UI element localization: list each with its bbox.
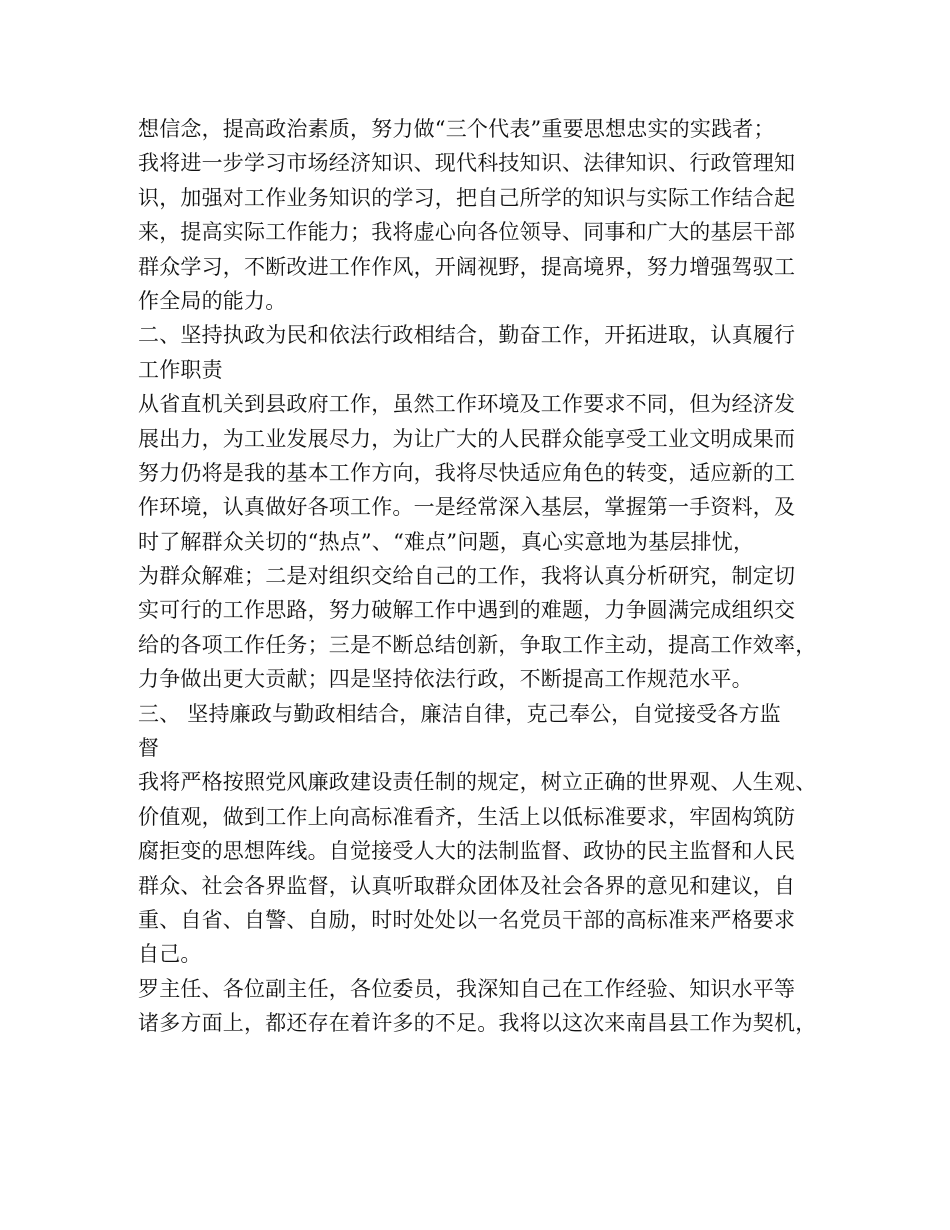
section-heading-line: 二、坚持执政为民和依法行政相结合，勤奋工作，开拓进取，认真履行 <box>138 323 796 348</box>
text-line: 给的各项工作任务；三是不断总结创新，争取工作主动，提高工作效率， <box>138 632 817 657</box>
text-line: 力争做出更大贡献；四是坚持依法行政，不断提高工作规范水平。 <box>138 667 753 692</box>
text-line: 时了解群众关切的“热点”、“难点”问题，真心实意地为基层排忧， <box>138 529 755 554</box>
text-line: 为群众解难；二是对组织交给自己的工作，我将认真分析研究，制定切 <box>138 564 796 589</box>
text-line: 我将严格按照党风廉政建设责任制的规定，树立正确的世界观、人生观、 <box>138 770 817 795</box>
text-line: 展出力，为工业发展尽力，为让广大的人民群众能享受工业文明成果而 <box>138 426 796 451</box>
text-line: 作全局的能力。 <box>138 288 287 313</box>
document-body <box>138 112 838 1041</box>
text-line: 价值观，做到工作上向高标准看齐，生活上以低标准要求，牢固构筑防 <box>138 804 796 829</box>
text-line: 群众、社会各界监督，认真听取群众团体及社会各界的意见和建议，自 <box>138 873 796 898</box>
text-line: 识，加强对工作业务知识的学习，把自己所学的知识与实际工作结合起 <box>138 185 796 210</box>
text-line: 作环境，认真做好各项工作。一是经常深入基层，掌握第一手资料，及 <box>138 495 796 520</box>
section-heading-line: 工作职责 <box>138 357 223 382</box>
text-line: 来，提高实际工作能力；我将虚心向各位领导、同事和广大的基层干部 <box>138 220 796 245</box>
text-line: 想信念，提高政治素质，努力做“三个代表”重要思想忠实的实践者； <box>138 117 775 141</box>
text-line: 努力仍将是我的基本工作方向，我将尽快适应角色的转变，适应新的工 <box>138 460 796 485</box>
text-line: 腐拒变的思想阵线。自觉接受人大的法制监督、政协的民主监督和人民 <box>138 839 796 864</box>
text-line: 自己。 <box>138 942 202 967</box>
section-heading-line: 三、 坚持廉政与勤政相结合，廉洁自律，克己奉公，自觉接受各方监 <box>138 701 781 726</box>
section-heading-line: 督 <box>138 736 160 761</box>
text-line: 重、自省、自警、自励，时时处处以一名党员干部的高标准来严格要求 <box>138 907 796 932</box>
text-line: 我将进一步学习市场经济知识、现代科技知识、法律知识、行政管理知 <box>138 151 796 176</box>
text-line: 实可行的工作思路，努力破解工作中遇到的难题，力争圆满完成组织交 <box>138 598 796 623</box>
text-line: 罗主任、各位副主任，各位委员，我深知自己在工作经验、知识水平等 <box>138 976 796 1001</box>
text-line: 诸多方面上，都还存在着许多的不足。我将以这次来南昌县工作为契机， <box>138 1011 817 1036</box>
text-line: 群众学习，不断改进工作作风，开阔视野，提高境界，努力增强驾驭工 <box>138 254 796 279</box>
text-line: 从省直机关到县政府工作，虽然工作环境及工作要求不同，但为经济发 <box>138 392 796 417</box>
